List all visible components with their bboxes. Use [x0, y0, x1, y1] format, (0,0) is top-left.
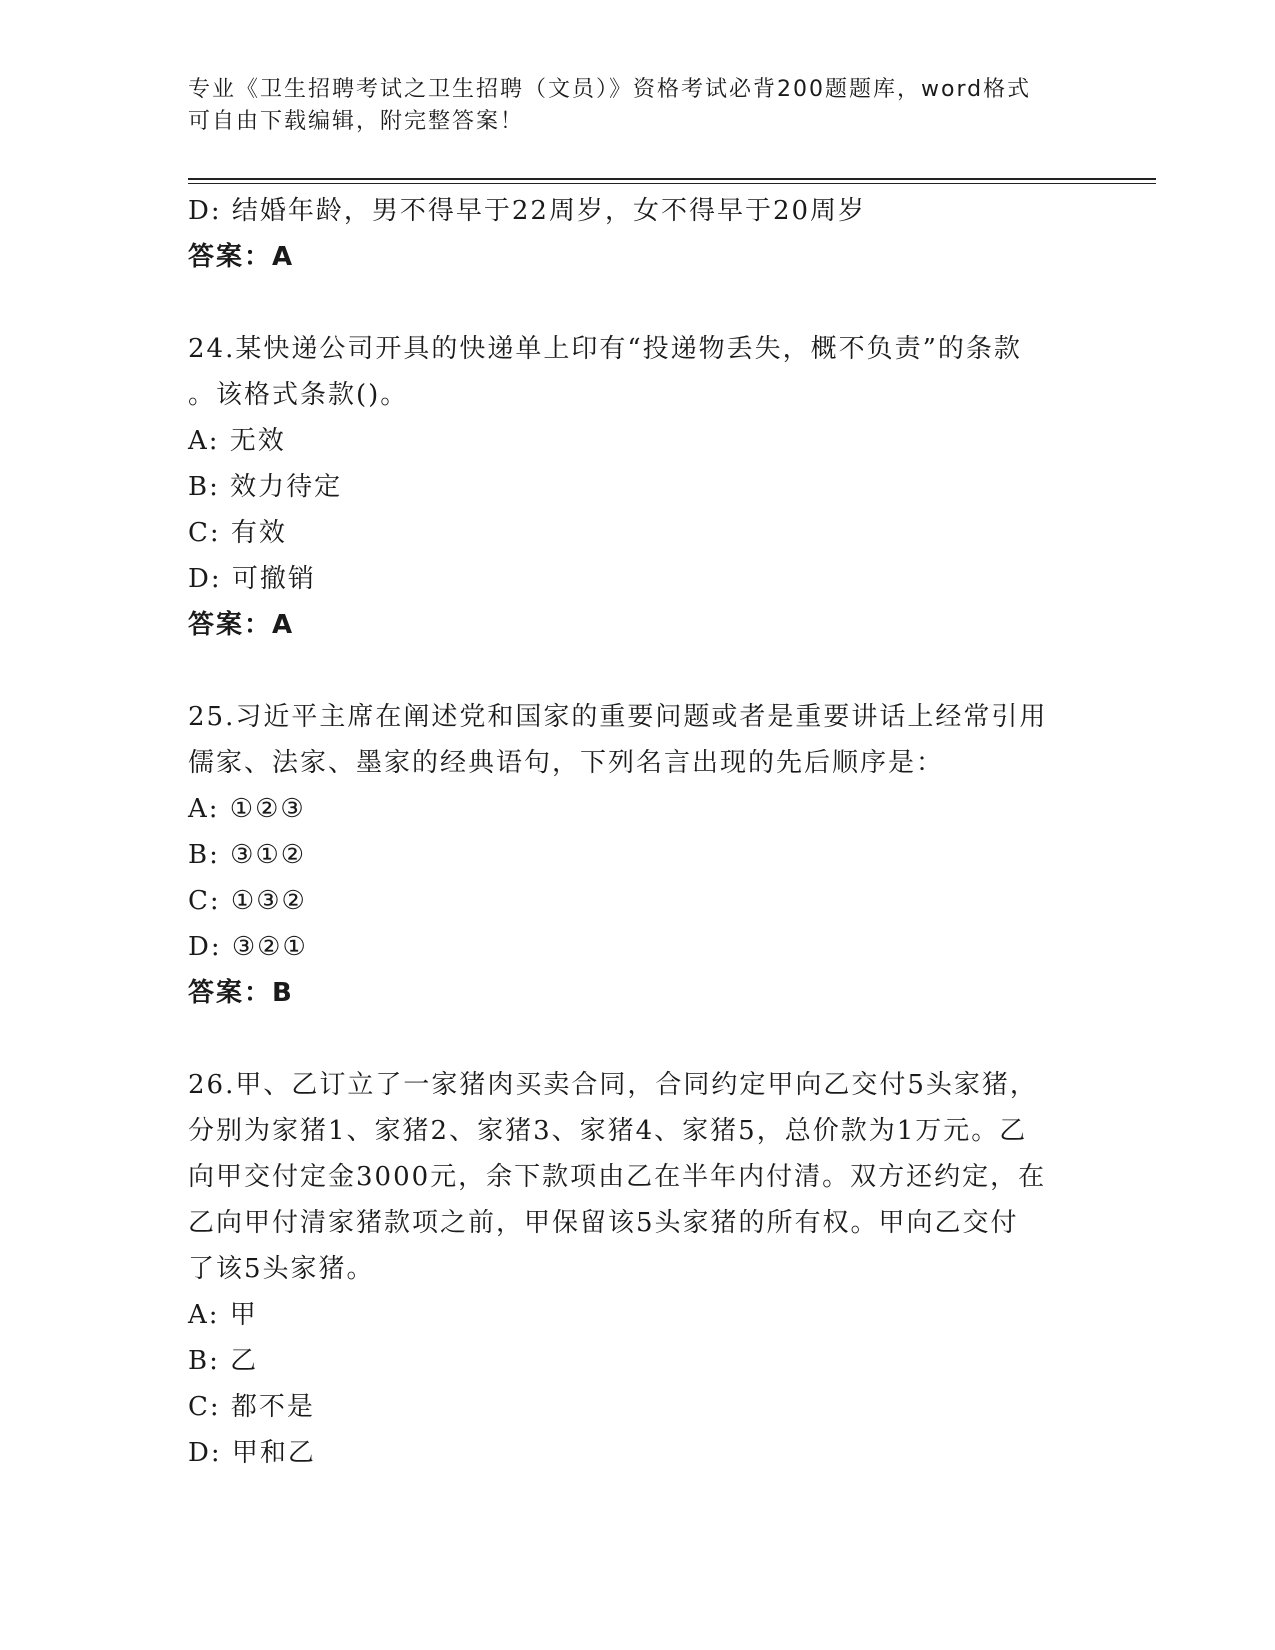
option-d: D: ③②① — [188, 932, 308, 962]
option-c: C: ①③② — [188, 886, 307, 916]
question-25 — [188, 694, 1088, 1016]
answer-line — [188, 602, 1088, 648]
option-a: A: ①②③ — [188, 794, 306, 824]
option-d: D: 甲和乙 — [188, 1438, 316, 1468]
answer-line — [188, 234, 1088, 280]
question-stem-line: 24.某快递公司开具的快递单上印有“投递物丢失，概不负责”的条款 — [188, 334, 1022, 364]
option-c: C: 有效 — [188, 518, 287, 548]
question-stem-line: 乙向甲付清家猪款项之前，甲保留该5头家猪的所有权。甲向乙交付 — [188, 1208, 1019, 1238]
question-stem-line: 分别为家猪1、家猪2、家猪3、家猪4、家猪5，总价款为1万元。乙 — [188, 1116, 1028, 1146]
option-b: B: 乙 — [188, 1346, 259, 1376]
answer-label: 答案： — [188, 242, 273, 272]
answer-label: 答案： — [188, 978, 273, 1008]
question-stem-line: 。该格式条款()。 — [188, 380, 409, 410]
question-list — [188, 188, 1088, 1476]
header-rule-thick — [188, 178, 1156, 180]
header-line-2: 可自由下载编辑，附完整答案！ — [188, 109, 525, 134]
question-26 — [188, 1062, 1088, 1476]
answer-value: B — [272, 978, 294, 1008]
answer-value: A — [272, 242, 295, 272]
answer-label: 答案： — [188, 610, 273, 640]
question-24 — [188, 326, 1088, 648]
option-c: C: 都不是 — [188, 1392, 315, 1422]
question-23 — [188, 188, 1088, 280]
option-d: D: 结婚年龄，男不得早于22周岁，女不得早于20周岁 — [188, 196, 867, 226]
header-rule-thin — [188, 183, 1156, 184]
question-stem-line: 向甲交付定金3000元，余下款项由乙在半年内付清。双方还约定，在 — [188, 1162, 1047, 1192]
answer-value: A — [272, 610, 295, 640]
option-d: D: 可撤销 — [188, 564, 316, 594]
question-stem-line: 了该5头家猪。 — [188, 1254, 375, 1284]
option-a: A: 无效 — [188, 426, 286, 456]
question-stem-line: 儒家、法家、墨家的经典语句，下列名言出现的先后顺序是： — [188, 748, 945, 778]
header-line-1: 专业《卫生招聘考试之卫生招聘（文员）》资格考试必背200题题库，word格式 — [188, 77, 1032, 102]
question-stem-line: 25.习近平主席在阐述党和国家的重要问题或者是重要讲话上经常引用 — [188, 702, 1048, 732]
option-b: B: 效力待定 — [188, 472, 343, 502]
option-a: A: 甲 — [188, 1300, 258, 1330]
document-header — [188, 74, 1068, 138]
question-stem-line: 26.甲、乙订立了一家猪肉买卖合同，合同约定甲向乙交付5头家猪， — [188, 1070, 1038, 1100]
answer-line — [188, 970, 1088, 1016]
option-b: B: ③①② — [188, 840, 307, 870]
